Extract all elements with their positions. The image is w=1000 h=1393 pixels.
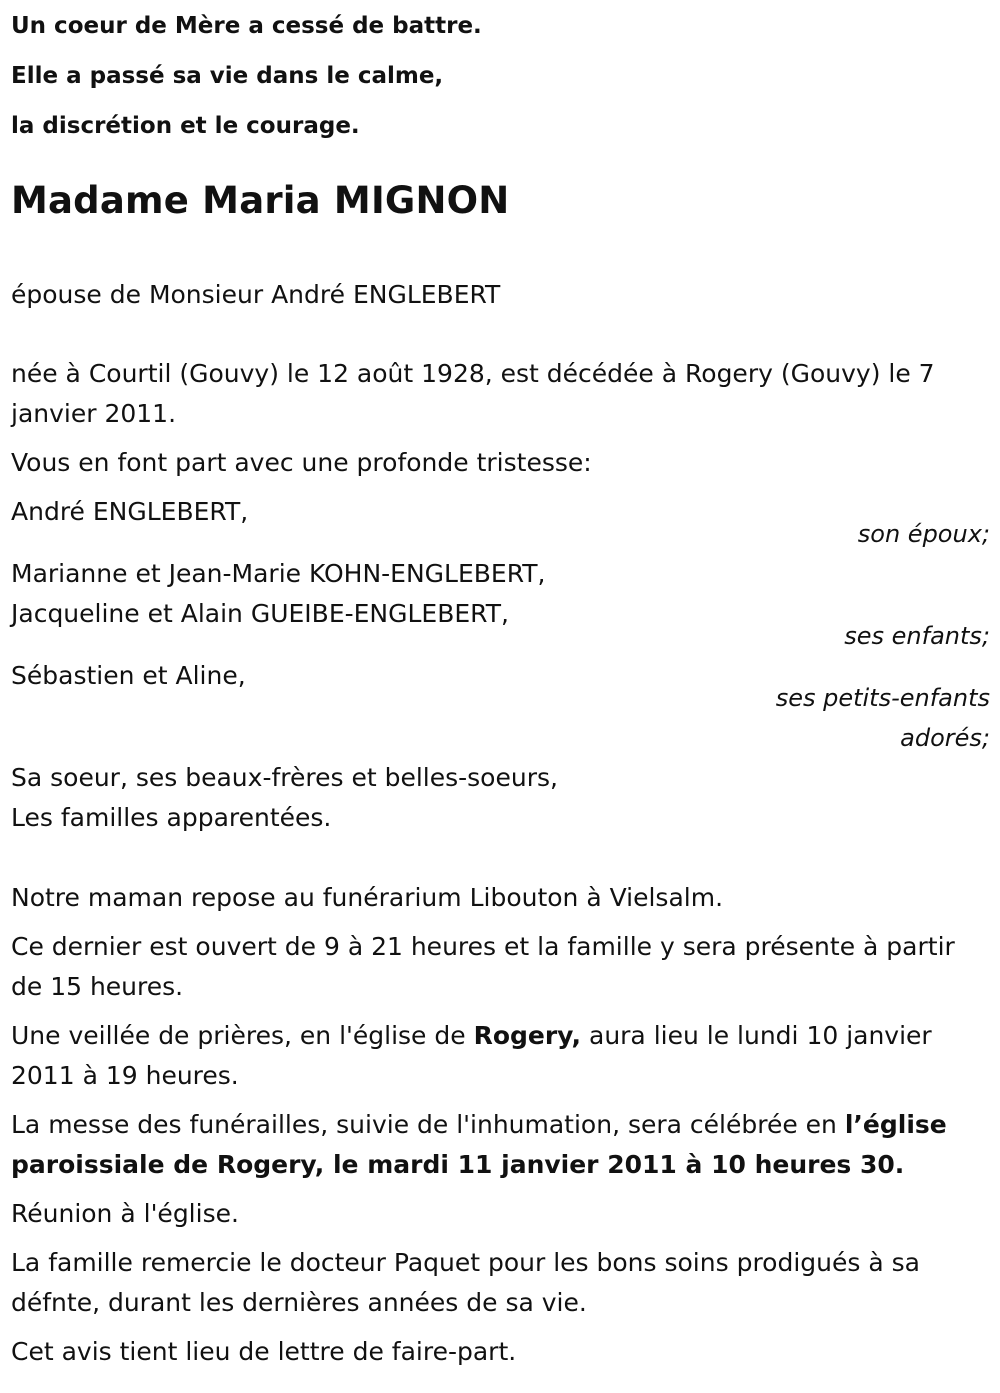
family-grandchildren: Sébastien et Aline, (11, 661, 246, 690)
announcement-line: Vous en font part avec une profonde tristesse: (11, 448, 592, 477)
vigil-text-post: aura lieu le lundi 10 janvier 2011 à 19 heures. (11, 1021, 932, 1090)
mass-text-pre: La messe des funérailles, suivie de l'inhumation, sera célébrée en (11, 1110, 845, 1139)
meeting-line: Réunion à l'église. (11, 1199, 239, 1228)
thanks-line: La famille remercie le docteur Paquet pour les bons soins prodigués à sa défnte, durant les dernières années de sa vie. (11, 1248, 920, 1317)
funerarium-line: Notre maman repose au funérarium Libouton à Vielsalm. (11, 883, 724, 912)
relation-grandchildren-2: adorés; (900, 724, 990, 752)
family-relatives: Les familles apparentées. (11, 803, 332, 832)
relation-children: ses enfants; (844, 622, 990, 650)
mass-details: l’église paroissiale de Rogery, le mardi 11 janvier 2011 à 10 heures 30. (11, 1110, 947, 1179)
deceased-name: Madame Maria MIGNON (11, 179, 510, 222)
spouse-line: épouse de Monsieur André ENGLEBERT (11, 280, 501, 309)
obituary-notice (11, 0, 991, 1372)
vigil-line (11, 1016, 991, 1096)
intro-line-1: Un coeur de Mère a cessé de battre. (11, 13, 482, 39)
vigil-place: Rogery, (473, 1021, 582, 1050)
intro-line-3: la discrétion et le courage. (11, 113, 360, 139)
birth-death-line: née à Courtil (Gouvy) le 12 août 1928, est décédée à Rogery (Gouvy) le 7 janvier 2011. (11, 359, 935, 428)
mass-line (11, 1105, 991, 1185)
relation-husband: son époux; (857, 520, 990, 548)
intro-line-2: Elle a passé sa vie dans le calme, (11, 63, 444, 89)
relation-grandchildren-1: ses petits-enfants (775, 684, 990, 712)
closing-line: Cet avis tient lieu de lettre de faire-part. (11, 1337, 517, 1366)
family-child-2: Jacqueline et Alain GUEIBE-ENGLEBERT, (11, 599, 509, 628)
family-husband: André ENGLEBERT, (11, 497, 249, 526)
vigil-text-pre: Une veillée de prières, en l'église de (11, 1021, 474, 1050)
family-siblings: Sa soeur, ses beaux-frères et belles-soeurs, (11, 763, 558, 792)
intro-verse (11, 1, 991, 151)
family-child-1: Marianne et Jean-Marie KOHN-ENGLEBERT, (11, 559, 546, 588)
hours-line: Ce dernier est ouvert de 9 à 21 heures et la famille y sera présente à partir de 15 heures. (11, 932, 955, 1001)
